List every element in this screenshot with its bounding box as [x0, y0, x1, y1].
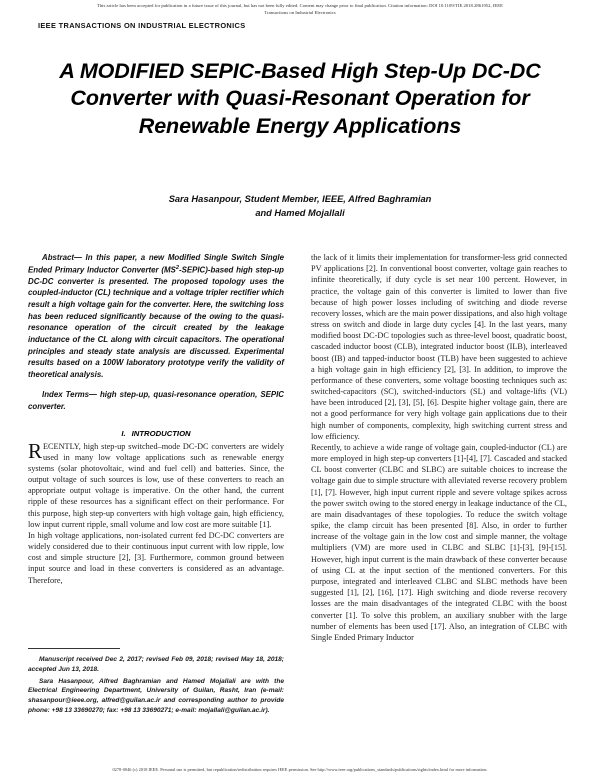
- publication-banner-line-2: Transactions on Industrial Electronics: [264, 10, 336, 16]
- author-list: [60, 193, 540, 221]
- index-terms-text: high step-up, quasi-resonance operation, SEPIC converter.: [28, 390, 284, 411]
- abstract-paragraph: [28, 252, 284, 380]
- index-terms-label: Index Terms—: [42, 390, 97, 400]
- footnote-block: [28, 655, 284, 718]
- section-number: I.: [121, 428, 126, 438]
- running-head: IEEE TRANSACTIONS ON INDUSTRIAL ELECTRONICS: [38, 21, 246, 30]
- introduction-paragraph-1-text: ECENTLY, high step-up switched–mode DC-DC converters are widely used in many low voltage applications such as renewable energy systems (solar photovoltaic, wind and fuel cell) and batteries. Since, the output voltage of such sources is low, use of these converters to reach an appropriate output voltage is imperative. On the other hand, the current ripple of these resources has a significant effect on their performance. For this purpose, high step-up converters with high voltage gain, high efficiency, low input current ripple, small volume and low cost are more suitable [1].: [28, 441, 284, 529]
- section-title: INTRODUCTION: [131, 428, 191, 438]
- left-column: [28, 252, 284, 586]
- author-line-1: Sara Hasanpour, Student Member, IEEE, Alfred Baghramian: [168, 194, 432, 204]
- right-column: [311, 252, 567, 643]
- author-line-2: and Hamed Mojallali: [255, 207, 345, 218]
- publication-banner: [0, 2, 600, 17]
- abstract-label: Abstract—: [42, 253, 82, 262]
- publication-banner-line-1: This article has been accepted for publication in a future issue of this journal, but has not been fully edited. Content may change prior to final publication. Citation information: DOI 10.1109/TIE.2018.2861952, IEEE: [96, 3, 503, 8]
- page-title: A MODIFIED SEPIC-Based High Step-Up DC-DC Converter with Quasi-Resonant Operation for Renewable Energy Applications: [59, 59, 541, 138]
- abstract-text-part-2: -SEPIC)-based high step-up DC-DC converter is presented. The proposed topology uses the coupled-inductor (CL) technique and a voltage tripler rectifier which result a high voltage gain for the converter. Here, the switching loss has been reduced significantly because of the owing to the quasi-resonance operation of the circuit created by the leakage inductance of the CL along with circuit capacitors. The operational principles and steady state analysis are discussed. Experimental results based on a 100W laboratory prototype verify the validity of theoretical analysis.: [28, 265, 284, 379]
- right-column-paragraph-2: Recently, to achieve a wide range of voltage gain, coupled-inductor (CL) are more employed in high step-up converters [1]-[4], [7]. Cascaded and stacked CL boost converter (CLBC and SLBC) are suitable choices to increase the voltage gain due to simple structure with alleviated reverse recovery problem [1], [7]. However, high input current ripple and severe voltage spikes across the power switch owing to the stored energy in leakage inductance of the CL, are main disadvantages of these topologies. To reduce the switch voltage spike, the clamp circuit has been presented [8]. Also, in order to further increase of the voltage gain in the low cost and simple manner, the voltage multipliers (VM) are more used in CLBC and SLBC [1]-[3], [9]-[15]. However, high input current is the main drawback of these converter because of using CL at the input section of the mentioned converters. For this purpose, integrated and interleaved CLBC and SLBC methods have been suggested [1], [2], [16], [17]. High switching and diode reverse recovery losses are the main disadvantages of the integrated CLBC with the boost converter [1]. To solve this problem, an auxiliary snubber with the large number of elements has been used [17]. Also, an integration of CLBC with Single Ended Primary Inductor: [311, 442, 567, 642]
- introduction-paragraph-1: [28, 438, 284, 530]
- footnote-author-affiliation: Sara Hasanpour, Alfred Baghramian and Hamed Mojallali are with the Electrical Engineering Department, University of Guilan, Rasht, Iran (e-mail: shasanpour@ieee.org, alfred@guilan.ac.ir and corresponding author to provide phone: +98 13 33690270; fax: +98 13 33690271; e-mail: mojallali@guilan.ac.ir).: [28, 677, 284, 715]
- footnote-manuscript-dates: Manuscript received Dec 2, 2017; revised Feb 09, 2018; revised May 18, 2018; accepted Jun 13, 2018.: [28, 656, 284, 673]
- right-column-paragraph-1: the lack of it limits their implementation for transformer-less grid connected PV applications [2]. In conventional boost converter, voltage gain reaches to infinite theoretically, if duty cycle is set near 100 percent. However, in practice, the voltage gain of this converter is limited to lower than five because of high power losses including of switching and diode reverse recovery losses, which are the main power dissipations, and also high voltage stress on switch and diode in large duty cycles [4]. In the last years, many modified boost DC-DC topologies such as three-level boost, quadratic boost, cascaded inductor boost (CLB), integrated inductor boost (ILB), interleaved boost (IB) and tapped-inductor boost (TLB) have been suggested to achieve a high voltage gain in high efficiency [2], [3]. In addition, to improve the performance of these converters, some voltage boosting techniques such as: switched-capacitors (SC), switched-inductors (SL) and voltage-lifts (VL) have been introduced [2], [3], [5], [6]. Despite higher voltage gain, there are not a good performance for very high voltage gain applications due to their high number of components, complexity, high switching current stress and low efficiency.: [311, 253, 567, 441]
- footnote-separator: [28, 648, 120, 649]
- introduction-paragraph-2: In high voltage applications, non-isolated current fed DC-DC converters are widely considered due to their continuous input current with low ripple, low cost and simple structure [2], [3]. Furthermore, common ground between input source and load in these converters is considered as an advantage. Therefore,: [28, 530, 284, 585]
- abstract-superscript: 2: [175, 264, 179, 271]
- drop-cap: R: [28, 438, 43, 463]
- section-heading-introduction: [28, 429, 284, 438]
- index-terms-paragraph: [28, 389, 284, 412]
- copyright-notice: 0278-0046 (c) 2018 IEEE. Personal use is permitted, but republication/redistribution requires IEEE permission. See http://www.ieee.org/publications_standards/publications/rights/index.html for more information.: [112, 767, 488, 772]
- abstract-text-part-1: In this paper, a new Modified Single Switch Single Ended Primary Inductor Converter (MS: [28, 253, 284, 275]
